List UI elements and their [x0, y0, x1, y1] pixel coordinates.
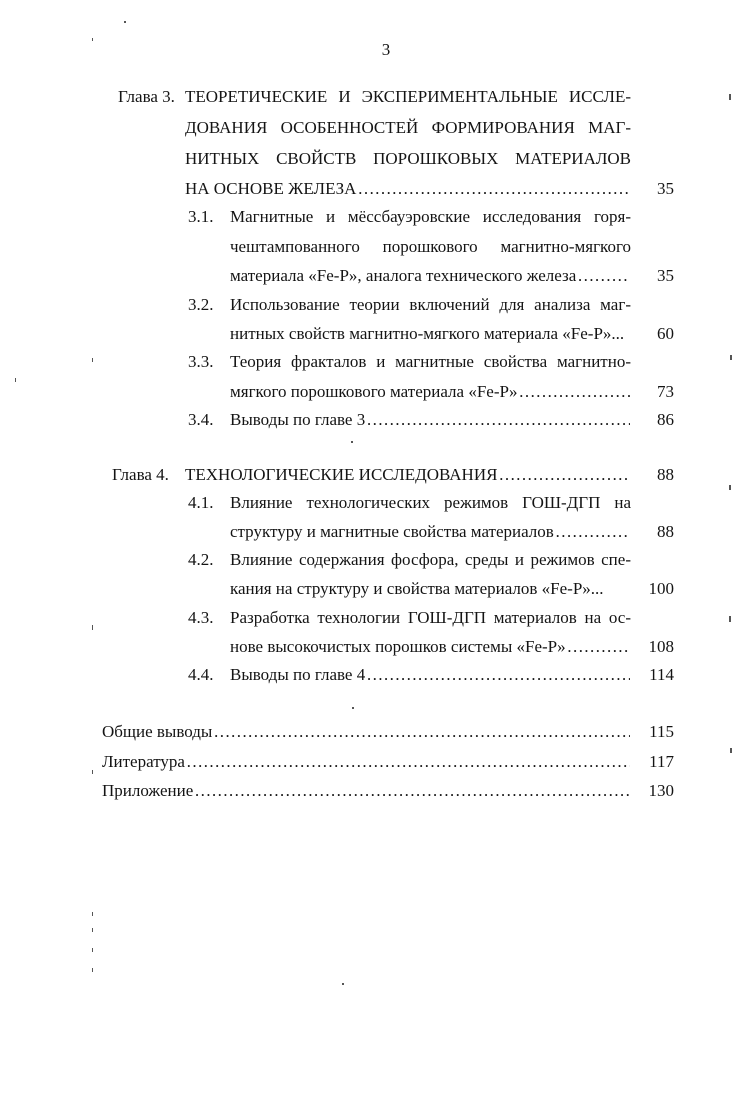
chapter-3-title-line-3: НИТНЫХ СВОЙСТВ ПОРОШКОВЫХ МАТЕРИАЛОВ	[185, 149, 631, 168]
section-4-2-number: 4.2.	[188, 550, 214, 569]
section-3-4-title: Выводы по главе 3	[230, 410, 366, 429]
section-3-3-number: 3.3.	[188, 352, 214, 371]
section-3-3-end: мягкого порошкового материала «Fe-P»	[230, 382, 518, 401]
scan-speck	[92, 968, 93, 972]
dot-leader	[186, 752, 630, 772]
literature-page: 117	[649, 752, 674, 771]
scan-speck	[92, 928, 93, 932]
chapter-4-title-line	[185, 465, 631, 485]
dot-leader	[366, 665, 630, 685]
dot-leader	[194, 781, 630, 801]
section-4-1-line-2	[230, 522, 631, 542]
scan-speck	[730, 748, 732, 753]
scan-speck	[15, 378, 16, 382]
scan-speck	[92, 625, 93, 630]
section-3-1-line-2: чештампованного порошкового магнитно-мягкого	[230, 237, 631, 256]
section-4-1-end: структуру и магнитные свойства материалов	[230, 522, 554, 541]
chapter-3-title-line-2: ДОВАНИЯ ОСОБЕННОСТЕЙ ФОРМИРОВАНИЯ МАГ-	[185, 118, 631, 137]
section-3-2-line-1: Использование теории включений для анализа маг-	[230, 295, 631, 314]
dot-leader	[567, 637, 630, 657]
dot-leader	[498, 465, 630, 485]
scan-speck	[92, 358, 93, 362]
chapter-3-title-line-1: ТЕОРЕТИЧЕСКИЕ И ЭКСПЕРИМЕНТАЛЬНЫЕ ИССЛЕ-	[185, 87, 631, 106]
section-3-3-line-1: Теория фракталов и магнитные свойства магнитно-	[230, 352, 631, 371]
chapter-3-label: Глава 3.	[118, 87, 175, 106]
section-4-3-line-1: Разработка технологии ГОШ-ДГП материалов на ос-	[230, 608, 631, 627]
scan-speck	[342, 983, 344, 985]
scan-speck	[729, 94, 731, 100]
section-3-4-page: 86	[657, 410, 674, 429]
dot-leader	[213, 722, 630, 742]
section-4-2-line-1: Влияние содержания фосфора, среды и режимов спе-	[230, 550, 631, 569]
section-4-4-page: 114	[649, 665, 674, 684]
section-3-4-line	[230, 410, 631, 430]
scan-speck	[351, 441, 353, 443]
section-3-1-line-1: Магнитные и мёссбауэровские исследования горя-	[230, 207, 631, 226]
page-number: 3	[381, 40, 391, 59]
chapter-3-title-line-4	[185, 179, 631, 199]
section-4-4-line	[230, 665, 631, 685]
section-3-4-number: 3.4.	[188, 410, 214, 429]
section-4-1-number: 4.1.	[188, 493, 214, 512]
scan-speck	[352, 707, 354, 709]
scan-speck	[92, 912, 93, 916]
chapter-4-title: ТЕХНОЛОГИЧЕСКИЕ ИССЛЕДОВАНИЯ	[185, 465, 498, 484]
section-4-1-line-1: Влияние технологических режимов ГОШ-ДГП на	[230, 493, 631, 512]
section-4-3-line-2	[230, 637, 631, 657]
dot-leader	[357, 179, 630, 199]
chapter-3-title-end: НА ОСНОВЕ ЖЕЛЕЗА	[185, 179, 357, 198]
back-matter-conclusions	[102, 722, 631, 742]
dot-leader	[366, 410, 630, 430]
section-4-3-page: 108	[648, 637, 674, 656]
section-4-3-number: 4.3.	[188, 608, 214, 627]
back-matter-appendix	[102, 781, 631, 801]
appendix-page: 130	[648, 781, 674, 800]
literature-label: Литература	[102, 752, 185, 771]
section-3-1-page: 35	[657, 266, 674, 285]
chapter-3-page: 35	[657, 179, 674, 198]
chapter-4-page: 88	[657, 465, 674, 484]
chapter-4-label: Глава 4.	[112, 465, 169, 484]
section-4-4-number: 4.4.	[188, 665, 214, 684]
scan-speck	[92, 948, 93, 952]
scan-speck	[92, 770, 93, 774]
section-4-2-page: 100	[648, 579, 674, 598]
section-4-4-title: Выводы по главе 4	[230, 665, 366, 684]
section-3-2-line-2: нитных свойств магнитно-мягкого материала «Fe-P»...	[230, 324, 625, 343]
section-3-3-page: 73	[657, 382, 674, 401]
dot-leader	[577, 266, 630, 286]
appendix-label: Приложение	[102, 781, 194, 800]
scan-speck	[729, 616, 731, 622]
conclusions-page: 115	[649, 722, 674, 741]
scan-speck	[729, 485, 731, 490]
section-4-1-page: 88	[657, 522, 674, 541]
section-3-2-page: 60	[657, 324, 674, 343]
dot-leader	[555, 522, 630, 542]
section-4-2-line-2: кания на структуру и свойства материалов «Fe-P»...	[230, 579, 604, 598]
conclusions-label: Общие выводы	[102, 722, 213, 741]
section-4-3-end: нове высокочистых порошков системы «Fe-P»	[230, 637, 566, 656]
section-3-1-number: 3.1.	[188, 207, 214, 226]
scan-speck	[124, 21, 126, 23]
scan-speck	[730, 355, 732, 360]
section-3-1-end: материала «Fe-P», аналога технического железа	[230, 266, 577, 285]
scan-speck	[92, 38, 93, 41]
dot-leader	[518, 382, 630, 402]
section-3-3-line-2	[230, 382, 631, 402]
section-3-2-number: 3.2.	[188, 295, 214, 314]
section-3-1-line-3	[230, 266, 631, 286]
back-matter-literature	[102, 752, 631, 772]
